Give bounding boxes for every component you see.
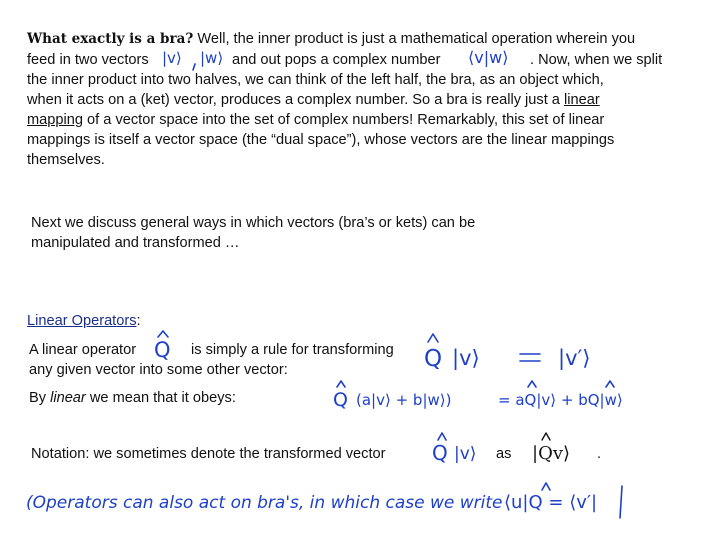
operator-equation-handwritten bbox=[420, 328, 640, 374]
operators-heading-line bbox=[27, 311, 141, 331]
lin-q-glyph: Q bbox=[333, 389, 348, 411]
q-glyph: Q bbox=[154, 338, 171, 362]
notation-combined-ket bbox=[530, 430, 600, 464]
intro-line-5: mapping of a vector space into the set of complex numbers! Remarkably, this set of linear bbox=[27, 112, 605, 128]
intro-line-1-text: Well, the inner product is just a mathematical operation wherein you bbox=[197, 31, 636, 47]
intro-line-3: the inner product into two halves, we can think of the left half, the bra, as an object which, bbox=[27, 72, 604, 88]
note-bra-expr: ⟨u|Q = ⟨v′| bbox=[504, 492, 598, 513]
bra-operator-note-handwritten bbox=[24, 478, 664, 522]
intro-line-2-c: . Now, when we split bbox=[530, 52, 663, 68]
note-text: (Operators can also act on bra's, in which case we write bbox=[26, 493, 503, 513]
operator-def-b: is simply a rule for transforming bbox=[191, 342, 394, 358]
intro-line-7: themselves. bbox=[27, 152, 105, 168]
notation-q-glyph: Q bbox=[432, 441, 448, 465]
q-hat-handwritten bbox=[150, 328, 186, 362]
eq-q-glyph: Q bbox=[424, 346, 443, 372]
operator-def-a: A linear operator bbox=[29, 342, 137, 358]
mapping-link: mapping bbox=[27, 112, 83, 128]
inner-product-glyph: ⟨v|w⟩ bbox=[468, 48, 509, 67]
notation-period: . bbox=[597, 446, 602, 462]
intro-line-2-a: feed in two vectors bbox=[27, 52, 149, 68]
intro-line-2-b: and out pops a complex number bbox=[232, 52, 441, 68]
eq-rhs: |v′⟩ bbox=[558, 346, 591, 370]
operators-heading: Linear Operators bbox=[27, 313, 137, 329]
next-line-1: Next we discuss general ways in which vectors (bra’s or kets) can be bbox=[31, 215, 476, 231]
linearity-equation-handwritten bbox=[330, 378, 690, 414]
intro-line-4: when it acts on a (ket) vector, produces a complex number. So a bra is really just a linear bbox=[27, 92, 600, 108]
hat-stroke bbox=[158, 331, 168, 337]
notation-as: as bbox=[496, 446, 512, 462]
intro-line-6: mappings is itself a vector space (the “dual space”), whose vectors are the linear mappings bbox=[27, 132, 615, 148]
notation-ket-v: |v⟩ bbox=[454, 444, 477, 464]
linear-emphasis: linear bbox=[50, 390, 86, 406]
intro-line-1 bbox=[27, 29, 635, 49]
eq-ket-v: |v⟩ bbox=[452, 346, 480, 370]
inner-product-handwritten bbox=[466, 46, 530, 70]
ket-v-w-handwritten bbox=[162, 48, 232, 72]
ket-v-glyph: |v⟩ bbox=[162, 49, 182, 67]
combined-ket-glyph: |Qv⟩ bbox=[532, 443, 571, 464]
linear-link: linear bbox=[564, 92, 600, 108]
lin-rhs: = aQ|v⟩ + bQ|w⟩ bbox=[498, 391, 623, 409]
operators-colon: : bbox=[136, 313, 141, 329]
intro-heading: What exactly is a bra? bbox=[27, 31, 194, 47]
operator-def-c: any given vector into some other vector: bbox=[29, 362, 288, 378]
notation-q-ket-handwritten bbox=[426, 430, 496, 464]
ket-w-glyph: |w⟩ bbox=[200, 49, 224, 67]
notation-text: Notation: we sometimes denote the transformed vector bbox=[31, 446, 386, 462]
next-line-2: manipulated and transformed … bbox=[31, 235, 240, 251]
linear-def-line: By linear we mean that it obeys: bbox=[29, 390, 236, 406]
lin-lhs: (a|v⟩ + b|w⟩) bbox=[356, 391, 452, 409]
